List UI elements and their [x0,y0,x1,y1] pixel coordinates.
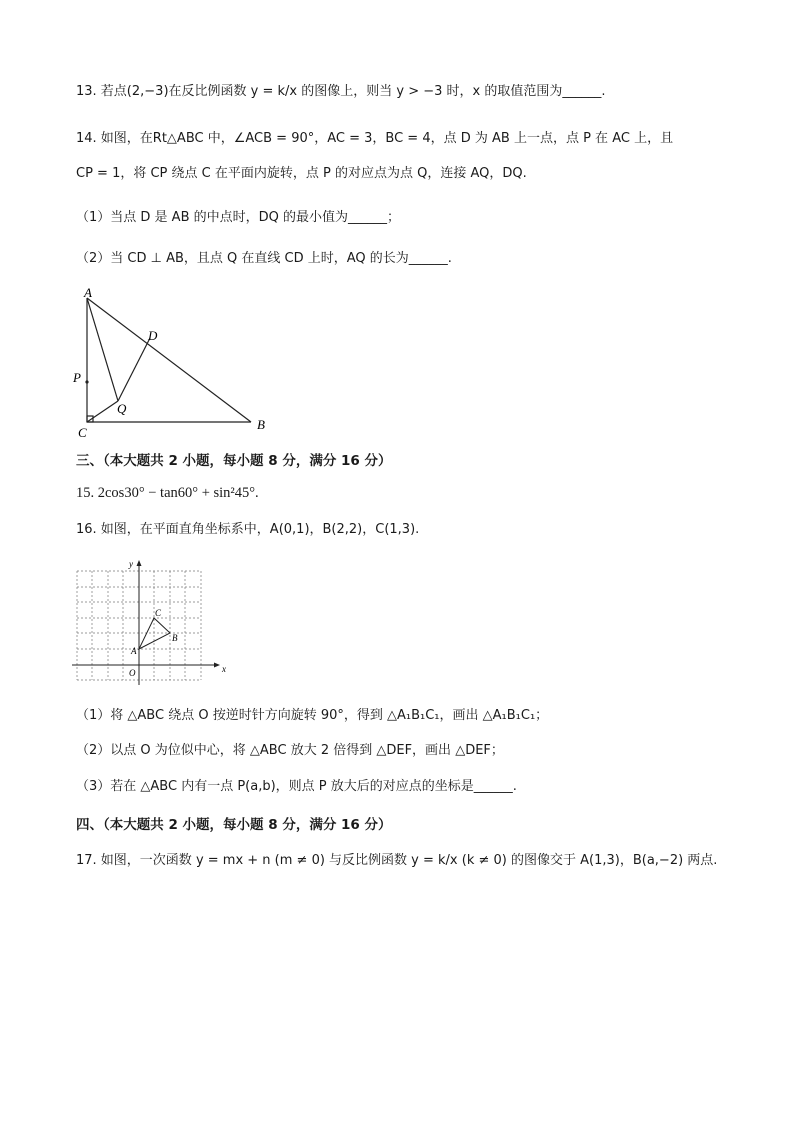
section-3-heading: 三、（本大题共 2 小题，每小题 8 分，满分 16 分） [76,453,392,469]
question-16: 16. 如图，在平面直角坐标系中，A(0,1)，B(2,2)，C(1,3). [76,522,420,537]
label-d: D [148,328,158,343]
question-14-part-2: （2）当 CD ⊥ AB，且点 Q 在直线 CD 上时，AQ 的长为______. [76,251,452,266]
x-axis-label: x [222,664,226,674]
point-c-label: C [155,608,162,618]
label-q: Q [117,401,127,416]
question-14-part-1: （1）当点 D 是 AB 的中点时，DQ 的最小值为______； [76,210,400,225]
label-p: P [73,370,81,385]
question-16-part-3: （3）若在 △ABC 内有一点 P(a,b)，则点 P 放大后的对应点的坐标是______. [76,779,517,794]
question-13: 13. 若点(2,−3)在反比例函数 y = k/x 的图像上，则当 y > −3 时，x 的取值范围为______. [76,84,606,99]
figure-14-triangle [70,284,270,444]
section-4-heading: 四、（本大题共 2 小题，每小题 8 分，满分 16 分） [76,817,392,833]
question-17: 17. 如图，一次函数 y = mx + n (m ≠ 0) 与反比例函数 y = k/x (k ≠ 0) 的图像交于 A(1,3)，B(a,−2) 两点. [76,853,718,868]
figure-16-coordinate-grid [70,553,230,689]
question-15: 15. 2cos30° − tan60° + sin²45°. [76,485,259,501]
question-16-part-1: （1）将 △ABC 绕点 O 按逆时针方向旋转 90°，得到 △A₁B₁C₁，画出 △A₁B₁C₁； [76,708,549,723]
label-a: A [84,285,92,300]
y-axis-label: y [129,559,133,569]
label-b: B [257,417,265,432]
question-16-part-2: （2）以点 O 为位似中心，将 △ABC 放大 2 倍得到 △DEF，画出 △DEF； [76,743,504,758]
point-b-label: B [172,633,178,643]
question-14: 14. 如图，在Rt△ABC 中，∠ACB = 90°，AC = 3，BC = 4，点 D 为 AB 上一点，点 P 在 AC 上，且 [76,131,674,146]
question-14-continued: CP = 1，将 CP 绕点 C 在平面内旋转，点 P 的对应点为点 Q，连接 AQ，DQ. [76,166,527,181]
label-c: C [78,425,87,440]
point-a-label: A [131,646,137,656]
origin-label: O [129,668,136,678]
point-p-dot [85,380,88,383]
